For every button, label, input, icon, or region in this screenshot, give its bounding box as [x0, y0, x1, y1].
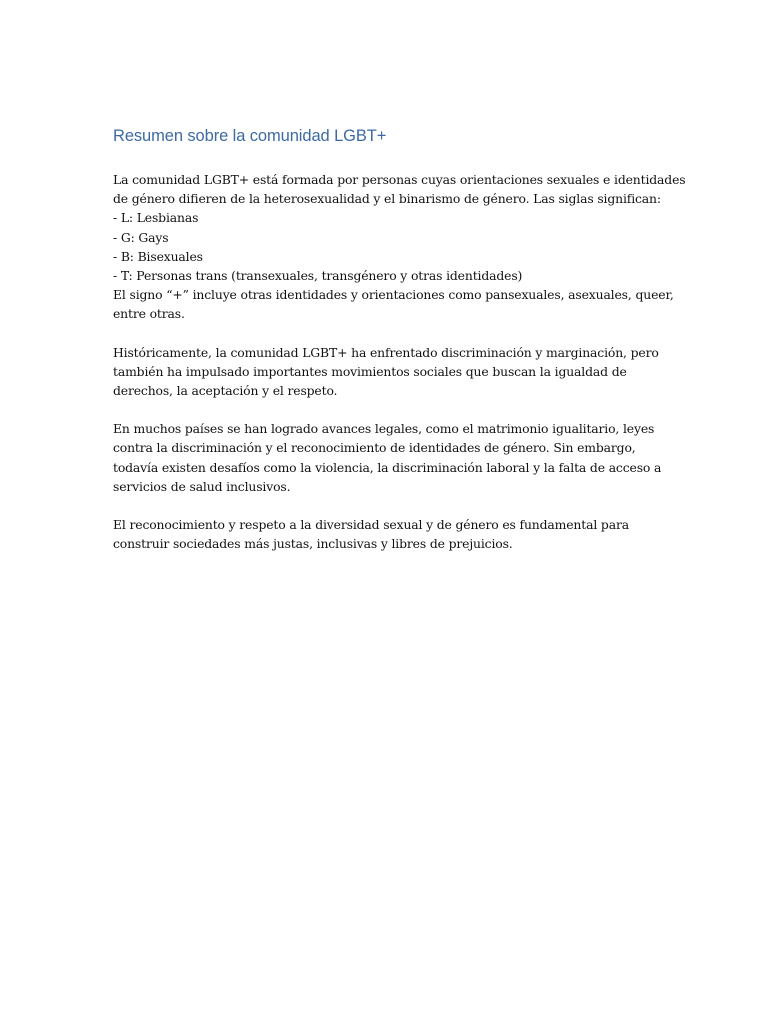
list-item-bisexuales: - B: Bisexuales — [113, 248, 203, 264]
text-line: derechos, la aceptación y el respeto. — [113, 383, 338, 399]
list-item-trans: - T: Personas trans (transexuales, transgénero y otras identidades) — [113, 268, 523, 284]
paragraph-intro — [113, 170, 686, 324]
text-line: Históricamente, la comunidad LGBT+ ha enfrentado discriminación y marginación, pero — [113, 344, 659, 360]
list-item-gays: - G: Gays — [113, 229, 169, 245]
text-line: servicios de salud inclusivos. — [113, 478, 291, 494]
text-line: de género difieren de la heterosexualidad y el binarismo de género. Las siglas significan: — [113, 191, 661, 207]
list-item-lesbianas: - L: Lesbianas — [113, 210, 199, 226]
text-line: El signo “+” incluye otras identidades y orientaciones como pansexuales, asexuales, queer, — [113, 287, 674, 303]
text-line: también ha impulsado importantes movimientos sociales que buscan la igualdad de — [113, 363, 627, 379]
document-title: Resumen sobre la comunidad LGBT+ — [113, 127, 387, 145]
text-line: entre otras. — [113, 306, 185, 322]
paragraph-conclusion — [113, 515, 673, 553]
document-body — [113, 124, 686, 572]
text-line: En muchos países se han logrado avances legales, como el matrimonio igualitario, leyes — [113, 421, 655, 437]
paragraph-history — [113, 343, 673, 401]
text-line: construir sociedades más justas, inclusivas y libres de prejuicios. — [113, 536, 513, 552]
text-line: La comunidad LGBT+ está formada por personas cuyas orientaciones sexuales e identidades — [113, 172, 686, 187]
text-line: contra la discriminación y el reconocimiento de identidades de género. Sin embargo, — [113, 440, 636, 456]
paragraph-legal-advances — [113, 419, 673, 496]
text-line: todavía existen desafíos como la violencia, la discriminación laboral y la falta de acceso a — [113, 459, 662, 475]
text-line: El reconocimiento y respeto a la diversidad sexual y de género es fundamental para — [113, 517, 629, 533]
